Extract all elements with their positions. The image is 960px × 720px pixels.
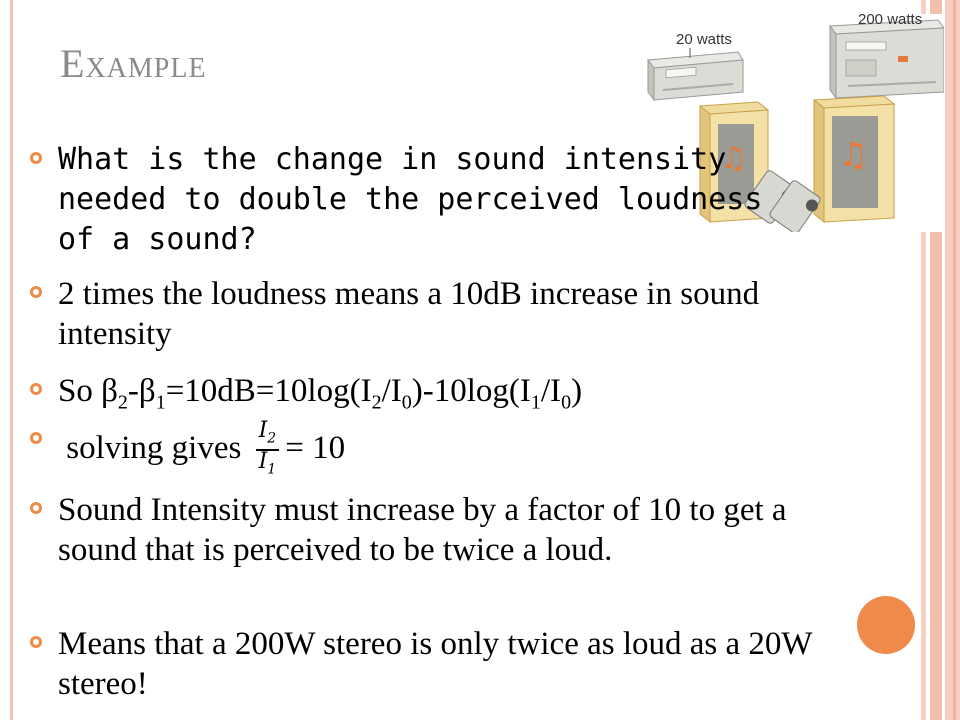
- bullet-text: 2 times the loudness means a 10dB increase in sound intensity: [58, 276, 760, 352]
- bullet-stereo: [30, 624, 820, 704]
- orange-circle-decoration: [857, 596, 915, 654]
- label-200-watts: 200 watts: [858, 11, 923, 28]
- bullet-solution: [30, 420, 820, 481]
- slide-title: [60, 40, 207, 87]
- bullet-equation: [30, 371, 820, 423]
- bullet-marker-icon: [30, 152, 42, 164]
- bullet-text: solving gives $\frac{I_2}{I_1}$ = 10: [58, 420, 820, 481]
- svg-text:♫: ♫: [838, 135, 869, 175]
- bullet-conclusion: [30, 490, 820, 570]
- bullet-marker-icon: [30, 286, 42, 298]
- svg-text:♫: ♫: [720, 141, 747, 176]
- title-rest: XAMPLE: [85, 53, 207, 84]
- bullet-marker-icon: [30, 432, 42, 444]
- bullet-text: What is the change in sound intensity needed to double the perceived loudness of a sound?: [58, 142, 763, 257]
- label-20-watts: 20 watts: [676, 31, 732, 48]
- title-first-letter: E: [60, 41, 86, 86]
- bullet-question: [30, 140, 810, 260]
- bullet-text: So $\beta_2-\beta_1=10dB=10\log(I_2/I_0)-10\log(I_1/I_0)$: [58, 373, 583, 414]
- bullet-marker-icon: [30, 502, 42, 514]
- bullet-marker-icon: [30, 383, 42, 395]
- left-border-line: [10, 0, 13, 720]
- bullet-text: Sound Intensity must increase by a factor of 10 to get a sound that is perceived to be twice a loud.: [58, 492, 787, 568]
- right-stripe-4: [953, 0, 956, 720]
- bullet-loudness: [30, 274, 820, 354]
- right-speaker-icon: [814, 96, 894, 222]
- bullet-text: Means that a 200W stereo is only twice as loud as a 20W stereo!: [58, 626, 812, 702]
- small-stereo-icon: [648, 52, 743, 100]
- fraction: $\frac{I_2}{I_1}$: [256, 420, 280, 481]
- large-stereo-icon: [830, 20, 944, 98]
- bullet-marker-icon: [30, 636, 42, 648]
